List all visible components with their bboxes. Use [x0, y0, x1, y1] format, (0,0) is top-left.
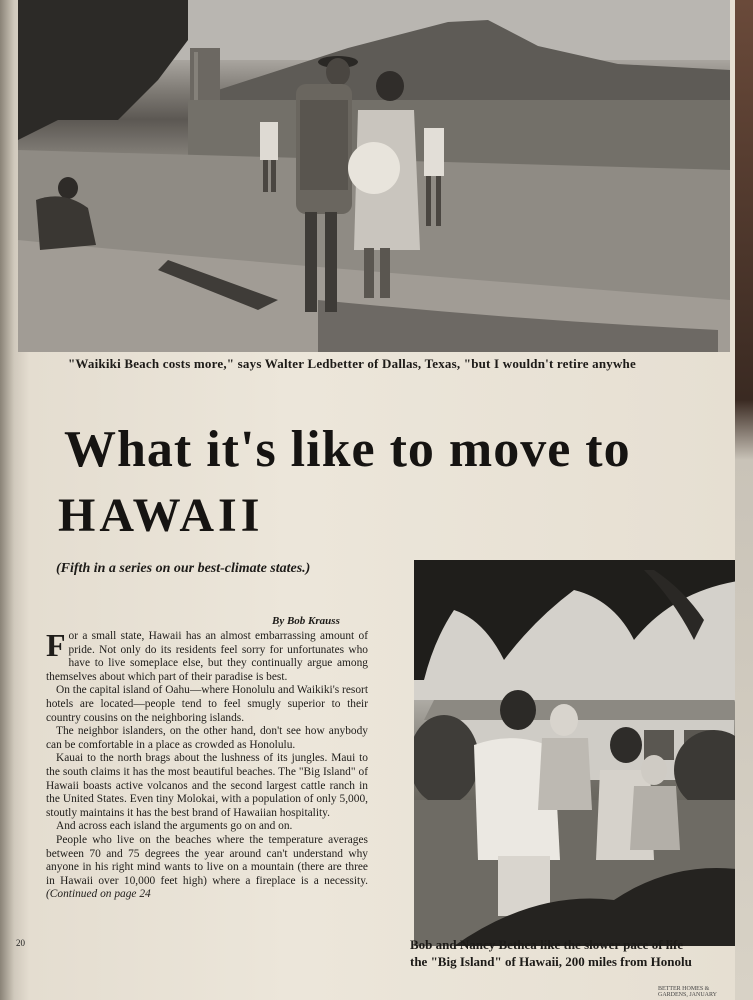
article-paragraph-1: For a small state, Hawaii has an almost embarrassing amount of pride. Not only do its residents feel sorry for unfortunates who have to live someplace else, but they continually argue among themselves about which part of their paradise is best.	[46, 627, 368, 683]
byline: By Bob Krauss	[272, 615, 340, 627]
bethea-family-photo	[414, 560, 735, 946]
family-scene-illustration	[414, 560, 735, 946]
page-spine	[0, 0, 14, 1000]
article-paragraph-3: The neighbor islanders, on the other hand, don't see how anybody can be comfortable in a place as crowded as Honolulu.	[46, 725, 368, 751]
footer-mark: BETTER HOMES & GARDENS, JANUARY	[658, 986, 718, 998]
article-paragraph-2: On the capital island of Oahu—where Honolulu and Waikiki's resort hotels are located—people tend to feel smugly superior to their country cousins on the neighboring islands.	[46, 684, 368, 724]
beach-scene-illustration	[18, 0, 730, 352]
article-paragraph-5: And across each island the arguments go on and on.	[56, 820, 293, 833]
continued-link[interactable]: (Continued on page 24	[46, 888, 151, 901]
article-paragraph-6: People who live on the beaches where the temperature averages between 70 and 75 degrees the year around can't understand why anyone in his right mind wants to live on a mountain (there are three in Hawaii over 10,000 feet high) where a fireplace is a necessity. (Continued on page 24	[46, 833, 368, 901]
bottom-caption-line-1: Bob and Nancy Bethea like the slower pace of life	[410, 937, 684, 952]
page-number: 20	[16, 938, 25, 948]
adjacent-page-edge	[735, 0, 753, 1000]
top-photo-caption: "Waikiki Beach costs more," says Walter Ledbetter of Dallas, Texas, "but I wouldn't retire anywhe	[68, 356, 636, 371]
article-paragraph-4: Kauai to the north brags about the lushness of its jungles. Maui to the south claims it has the most beautiful beaches. The "Big Island" of Hawaii boasts active volcanos and the second largest cattle ranch in the United States. Even tiny Molokai, with a population of only 5,000, stoutly maintains it has the best brand of Hawaiian hospitality.	[46, 752, 368, 819]
headline-line-1: What it's like to move to	[64, 421, 631, 478]
article-body	[46, 627, 368, 902]
drop-cap: F	[46, 627, 66, 663]
bottom-caption-line-2: the "Big Island" of Hawaii, 200 miles from Honolu	[410, 954, 692, 969]
headline-hawaii: HAWAII	[58, 489, 264, 542]
series-note: (Fifth in a series on our best-climate states.)	[56, 561, 311, 576]
waikiki-beach-photo	[18, 0, 730, 352]
bottom-photo-caption	[410, 936, 735, 970]
